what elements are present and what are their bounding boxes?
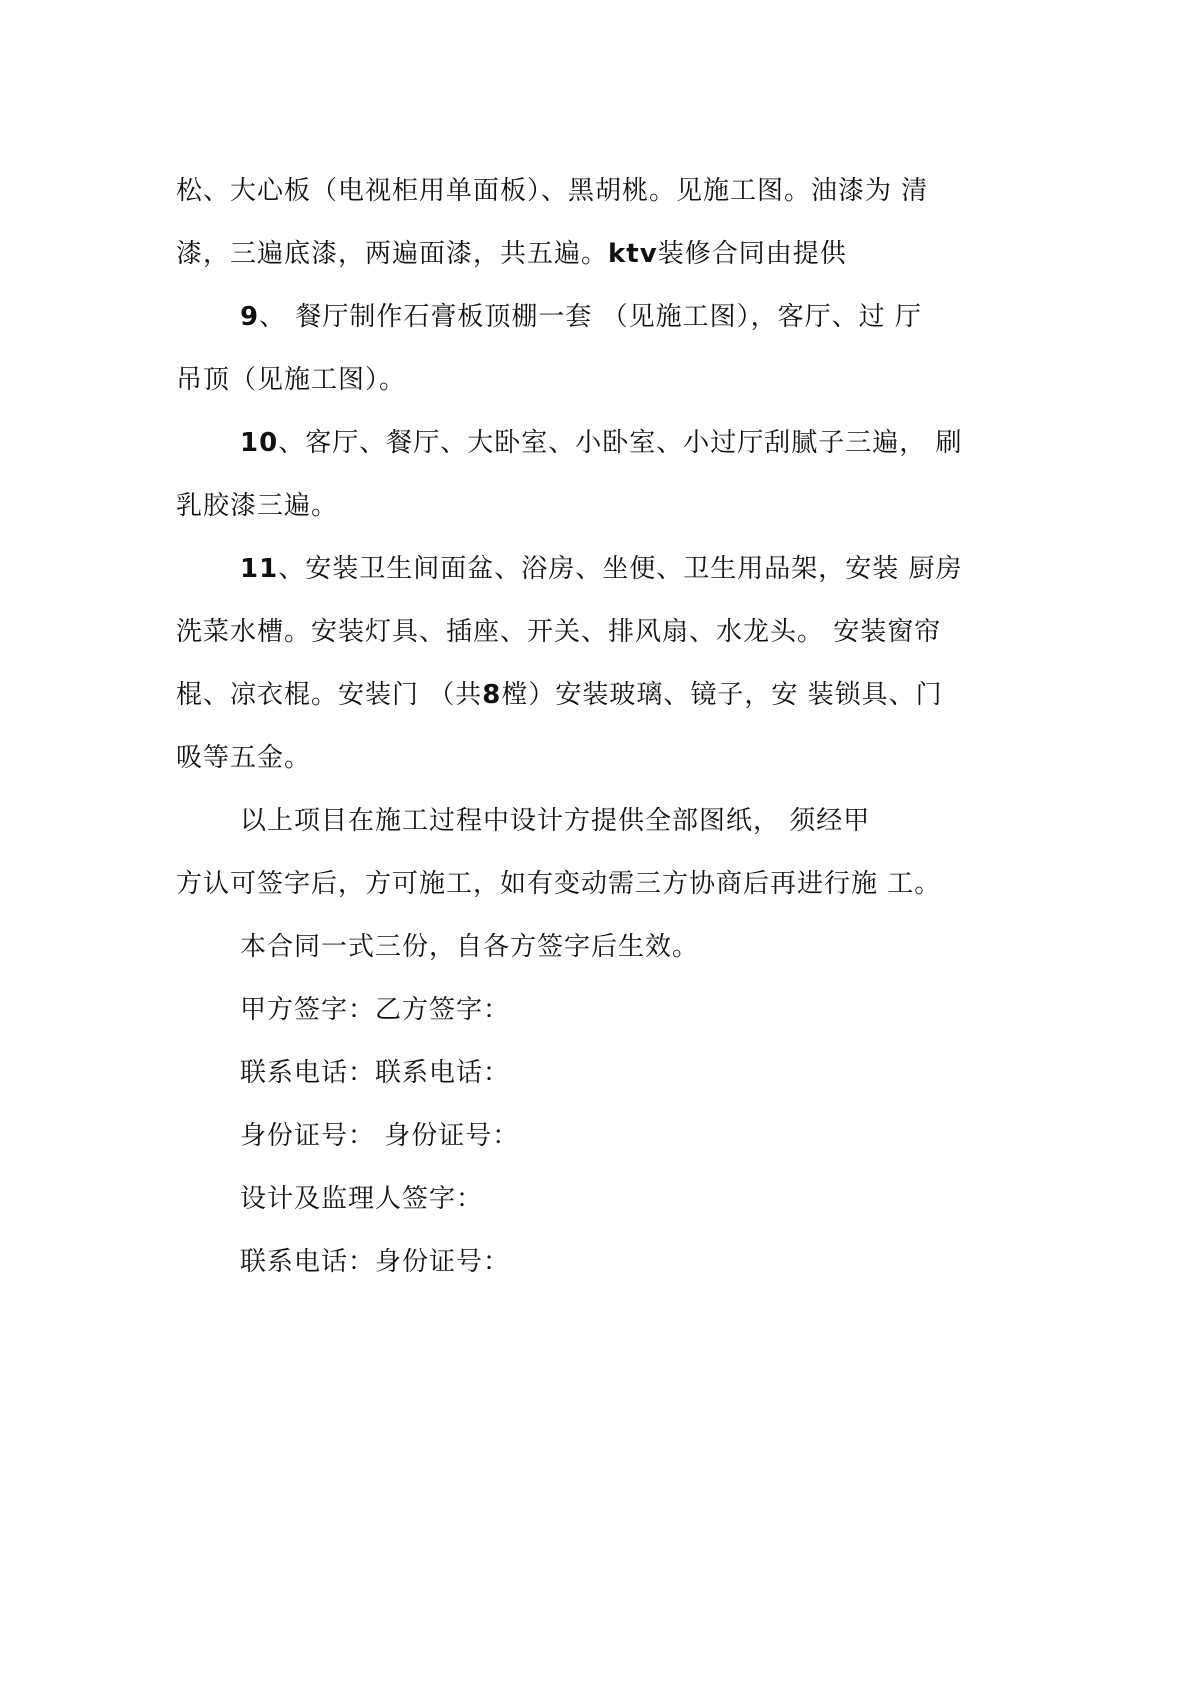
text-line <box>176 412 1016 475</box>
text-segment: 、 餐厅制作石膏板顶棚一套 （见施工图），客厅、过 厅 <box>259 302 922 332</box>
signature-line-id-numbers: 身份证号： 身份证号： <box>240 1121 520 1151</box>
paragraph-copies <box>176 916 1016 979</box>
text-line: 以上项目在施工过程中设计方提供全部图纸， 须经甲 <box>240 806 871 836</box>
text-line: 洗菜水槽。安装灯具、插座、开关、排风扇、水龙头。 安装窗帘 <box>176 617 942 647</box>
text-line: 松、大心板（电视柜用单面板）、黑胡桃。见施工图。油漆为 清 <box>176 176 929 206</box>
item-number: 11 <box>240 554 279 584</box>
text-line: 方认可签字后，方可施工，如有变动需三方协商后再进行施 工。 <box>176 869 942 899</box>
text-segment-bold: 8 <box>482 680 502 710</box>
text-segment-bold: ktv <box>608 239 658 269</box>
text-line: 吸等五金。 <box>176 743 312 773</box>
signature-line-party-a-b: 甲方签字：乙方签字： <box>240 995 511 1025</box>
signature-line-designer-contact: 联系电话：身份证号： <box>240 1247 511 1277</box>
text-line <box>176 223 1016 286</box>
signature-block <box>176 979 1016 1294</box>
text-line <box>176 664 1016 727</box>
text-line: 乳胶漆三遍。 <box>176 491 339 521</box>
text-line <box>176 286 1016 349</box>
text-line: 吊顶（见施工图）。 <box>176 365 407 395</box>
text-line <box>176 538 1016 601</box>
text-segment: 棍、凉衣棍。安装门 （共 <box>176 680 483 710</box>
item-number: 9 <box>240 302 260 332</box>
text-segment: 、安装卫生间面盆、浴房、坐便、卫生用品架，安装 厨房 <box>278 554 963 584</box>
paragraph-item-10 <box>176 412 1016 538</box>
signature-line-designer-supervisor: 设计及监理人签字： <box>240 1184 484 1214</box>
text-segment: 漆，三遍底漆，两遍面漆，共五遍。 <box>176 239 609 269</box>
text-line: 本合同一式三份，自各方签字后生效。 <box>240 932 700 962</box>
paragraph-item-11 <box>176 538 1016 790</box>
text-segment: 樘）安装玻璃、镜子，安 装锁具、门 <box>501 680 943 710</box>
item-number: 10 <box>240 428 279 458</box>
signature-line-phones: 联系电话：联系电话： <box>240 1058 511 1088</box>
paragraph-materials-continued <box>176 160 1016 286</box>
contract-body <box>176 160 1016 1294</box>
paragraph-item-9 <box>176 286 1016 412</box>
text-segment: 、客厅、餐厅、大卧室、小卧室、小过厅刮腻子三遍， 刷 <box>278 428 963 458</box>
paragraph-drawings-note <box>176 790 1016 916</box>
text-segment: 装修合同由提供 <box>657 239 847 269</box>
